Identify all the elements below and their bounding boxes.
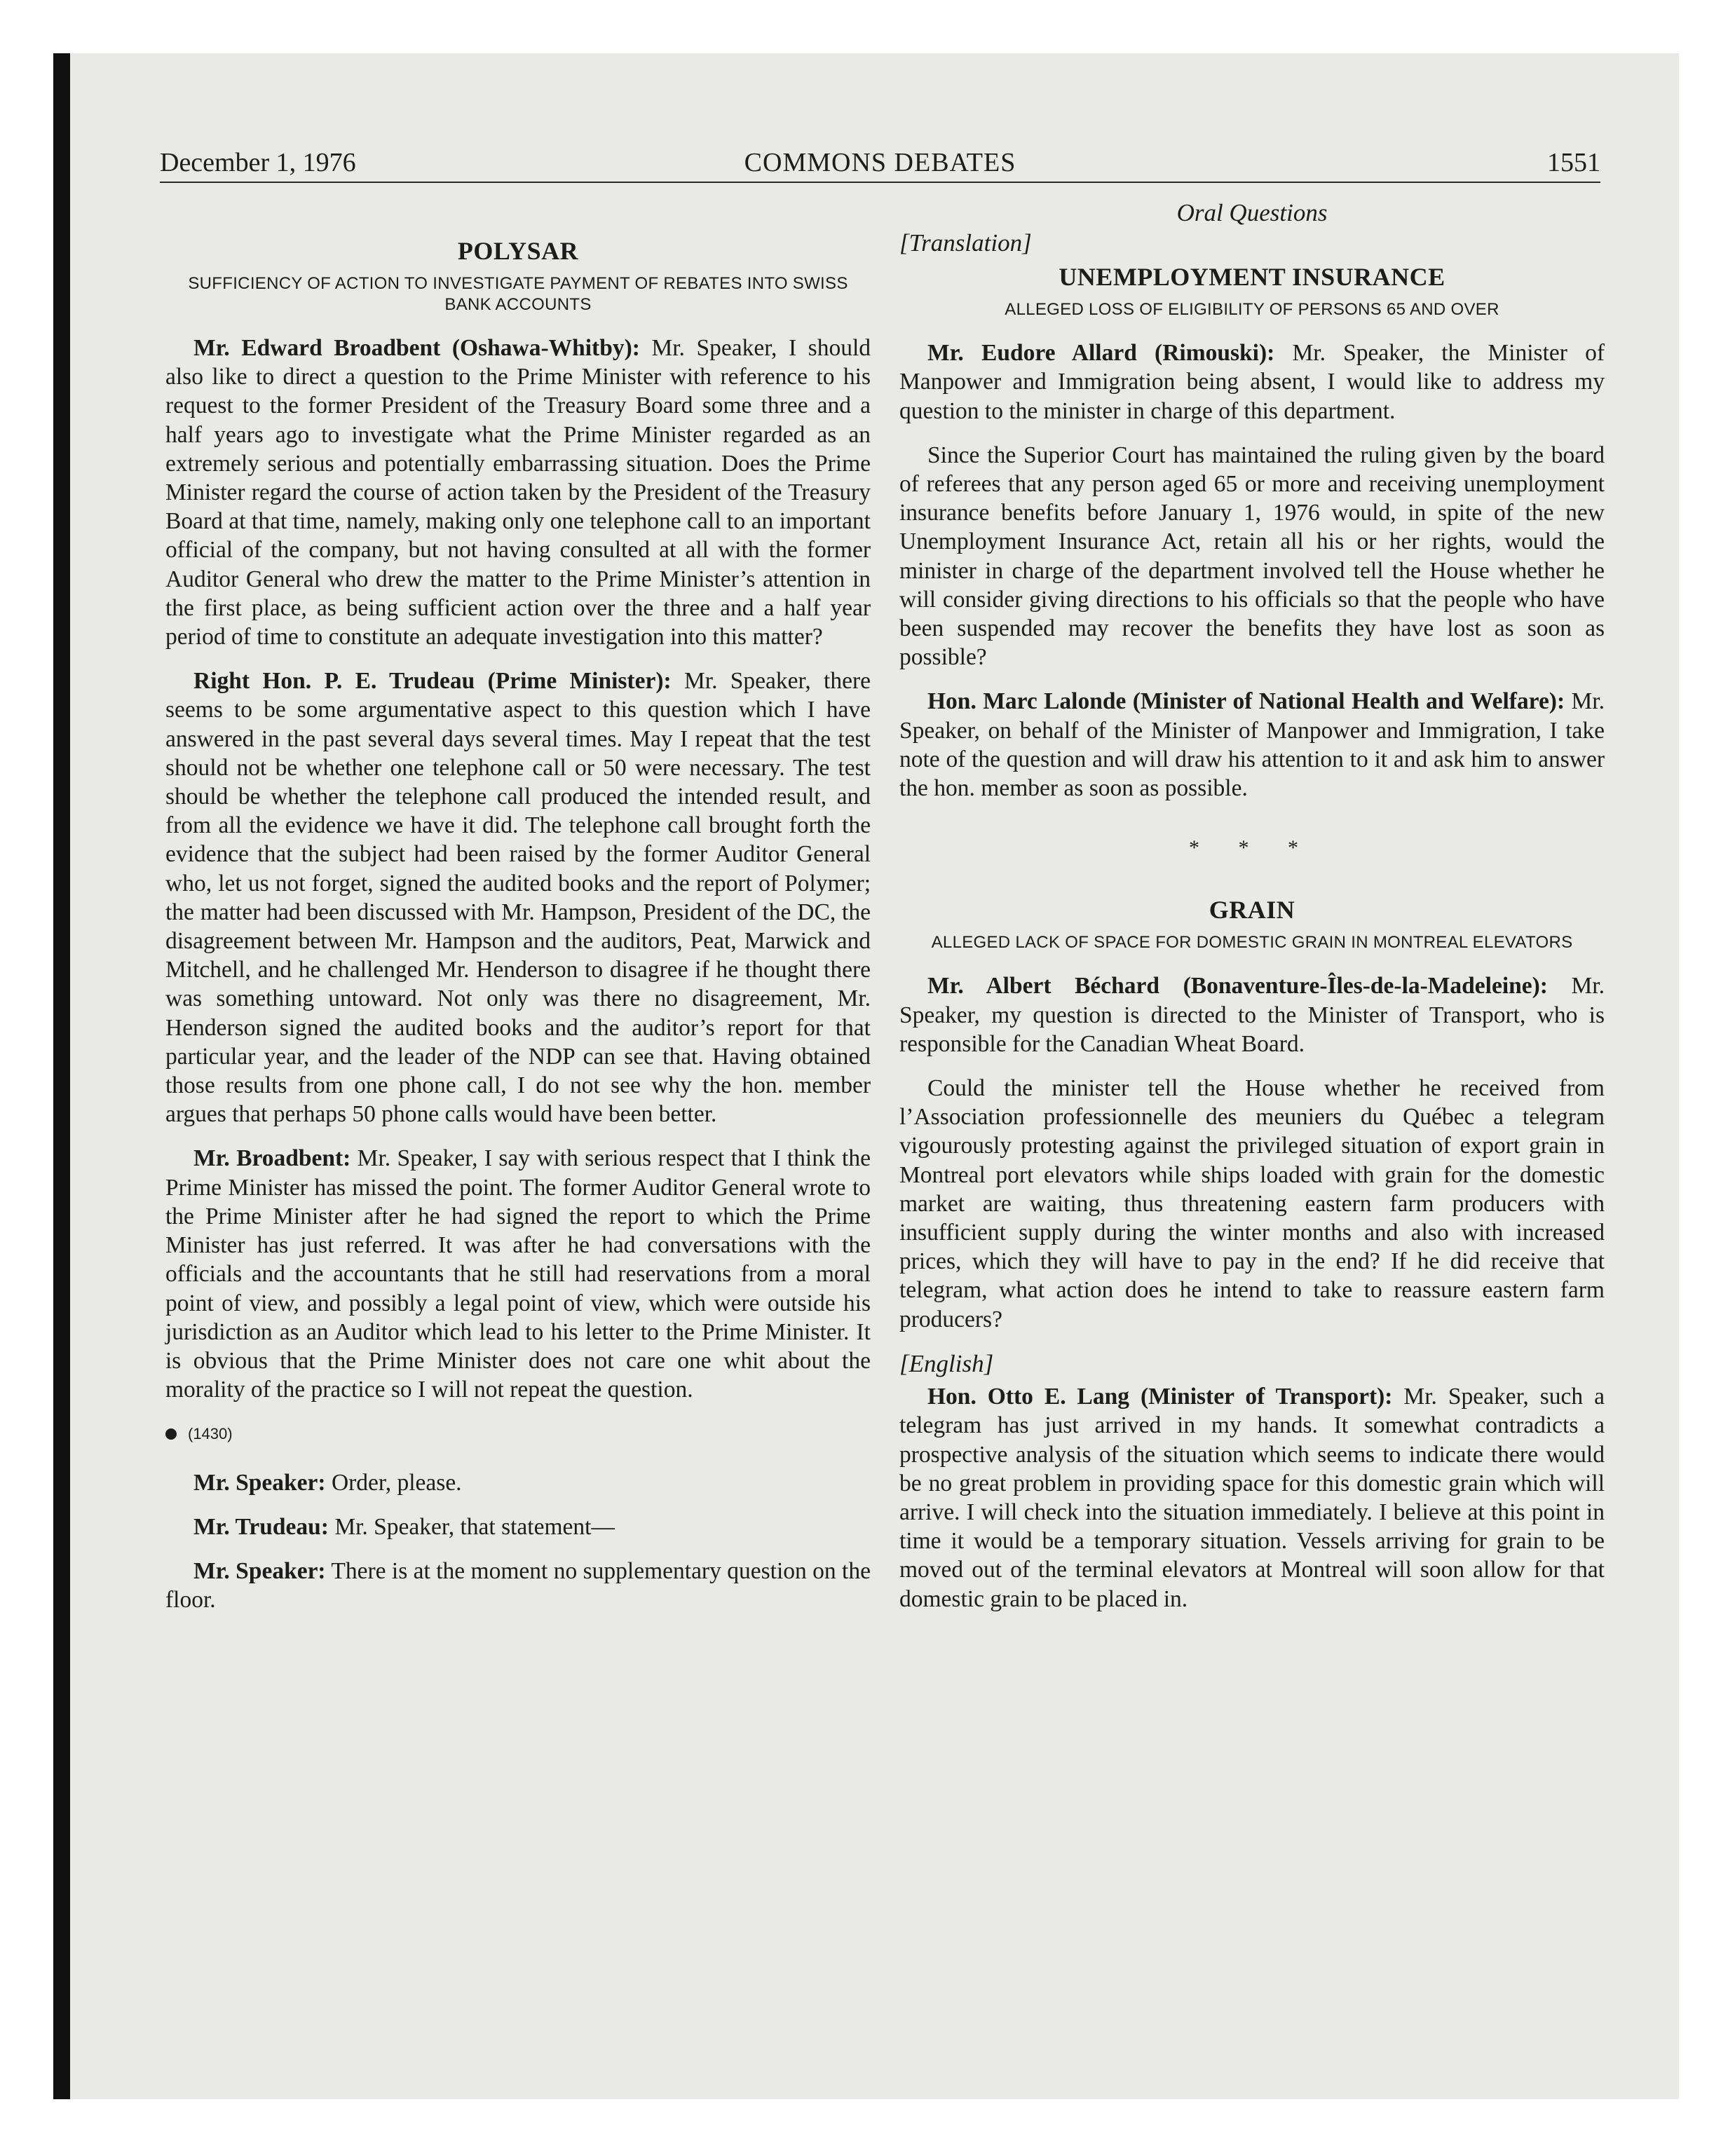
- page-header: [160, 144, 1600, 181]
- speech-text: Order, please.: [325, 1469, 462, 1496]
- speech-text: Mr. Speaker, that statement—: [328, 1513, 615, 1540]
- section-heading-grain: GRAIN: [1209, 896, 1295, 925]
- speaker-name: Mr. Albert Béchard (Bonaventure-Îles-de-la-Madeleine):: [927, 973, 1548, 999]
- header-title: COMMONS DEBATES: [744, 148, 1016, 177]
- paragraph-allard-question: [899, 339, 1605, 425]
- speaker-name: Hon. Marc Lalonde (Minister of National Health and Welfare):: [927, 688, 1565, 715]
- right-column: [899, 198, 1605, 1629]
- paragraph-trudeau-statement: [165, 1513, 871, 1541]
- paragraph-speaker-order: [165, 1468, 871, 1497]
- speech-text: Mr. Speaker, I should also like to direct a question to the Prime Minister with reference to his request to the former President of the Treasury Board some three and a half years ago to investigate what the Prime Minister regarded as an extremely serious and potentially embarrassing situation. Does the Prime Minister regard the course of action taken by the President of the Treasury Board at that time, namely, making only one telephone call to an important official of the company, but not having consulted at all with the former Auditor General who drew the matter to the Prime Minister’s attention in the first place, as being sufficient action over the three and a half year period of time to constitute an adequate investigation into this matter?: [165, 335, 871, 650]
- speaker-name: Mr. Edward Broadbent (Oshawa-Whitby):: [193, 335, 640, 361]
- section-subheading-polysar: SUFFICIENCY OF ACTION TO INVESTIGATE PAYMENT OF REBATES INTO SWISS BANK ACCOUNTS: [188, 274, 848, 314]
- paragraph-speaker-ruling: [165, 1557, 871, 1614]
- speaker-name: Mr. Trudeau:: [193, 1513, 329, 1540]
- section-separator: * * *: [1189, 836, 1315, 860]
- speech-text: There is at the moment no supplementary question on the floor.: [165, 1557, 871, 1613]
- time-marker: [165, 1419, 871, 1448]
- paragraph-allard-continued: Since the Superior Court has maintained the ruling given by the board of referees that any person aged 65 or more and receiving unemployment insurance benefits before January 1, 1976 would, in spite of the new Unemployment Insurance Act, retain all his or her rights, would the minister in charge of the department involved tell the House whether he will consider giving directions to his officials so that the people who have been suspended may recover the benefits they have lost as soon as possible?: [899, 442, 1605, 671]
- paragraph-lalonde-answer: [899, 687, 1605, 803]
- section-heading-unemployment: UNEMPLOYMENT INSURANCE: [1059, 263, 1445, 292]
- bullet-icon: [165, 1428, 177, 1440]
- paragraph-trudeau-answer: [165, 667, 871, 1128]
- speaker-name: Mr. Speaker:: [193, 1557, 326, 1584]
- speaker-name: Mr. Speaker:: [193, 1469, 326, 1496]
- speech-text: Mr. Speaker, there seems to be some argumentative aspect to this question which I have answered in the past several days several times. May I repeat that the test should not be whether one telephone call or 50 were necessary. The test should be whether the telephone call produced the intended result, and from all the evidence we have it did. The telephone call brought forth the evidence that the subject had been raised by the former Auditor General who, let us not forget, signed the audited books and the report of Polymer; the matter had been discussed with Mr. Hampson, President of the DC, the disagreement between Mr. Hampson and the auditors, Peat, Marwick and Mitchell, and he challenged Mr. Henderson to disagree if he thought there was something untoward. Not only was there no disagreement, Mr. Henderson signed the audited books and the auditor’s report for that particular year, and the leader of the NDP can see that. Having obtained those results from one phone call, I do not see why the hon. member argues that perhaps 50 phone calls would have been better.: [165, 668, 871, 1128]
- paragraph-broadbent-reply: [165, 1144, 871, 1404]
- section-subheading-unemployment: ALLEGED LOSS OF ELIGIBILITY OF PERSONS 65 AND OVER: [1005, 300, 1499, 320]
- paragraph-bechard-question: [899, 971, 1605, 1058]
- speech-text: Mr. Speaker, on behalf of the Minister of Manpower and Immigration, I take note of the question and will draw his attention to it and ask him to answer the hon. member as soon as possible.: [899, 688, 1605, 802]
- binding-edge: [53, 53, 70, 2099]
- speech-text: Mr. Speaker, the Minister of Manpower and Immigration being absent, I would like to address my question to the minister in charge of this department.: [899, 340, 1605, 424]
- speaker-name: Hon. Otto E. Lang (Minister of Transport):: [927, 1384, 1393, 1410]
- paragraph-lang-answer: [899, 1382, 1605, 1613]
- header-date: December 1, 1976: [160, 148, 356, 177]
- speaker-name: Right Hon. P. E. Trudeau (Prime Minister):: [193, 668, 672, 695]
- left-column: [165, 198, 871, 1630]
- paragraph-broadbent-question: [165, 334, 871, 651]
- running-head: Oral Questions: [1176, 199, 1328, 226]
- time-marker-text: (1430): [188, 1425, 233, 1443]
- paragraph-bechard-continued: Could the minister tell the House whether he received from l’Association professionnelle des meuniers du Québec a telegram vigourously protesting against the privileged situation of export grain in Montreal port elevators while ships loaded with grain for the domestic market are waiting, thus threatening eastern farm producers with insufficient supply during the winter months and also with increased prices, which they will have to pay in the end? If he did receive that telegram, what action does he intend to take to reassure eastern farm producers?: [899, 1075, 1605, 1332]
- section-heading-polysar: POLYSAR: [457, 237, 579, 265]
- section-subheading-grain: ALLEGED LACK OF SPACE FOR DOMESTIC GRAIN IN MONTREAL ELEVATORS: [931, 933, 1573, 953]
- speech-text: Mr. Speaker, my question is directed to the Minister of Transport, who is responsible for the Canadian Wheat Board.: [899, 973, 1605, 1057]
- speaker-name: Mr. Broadbent:: [193, 1145, 351, 1172]
- speech-text: Mr. Speaker, such a telegram has just arrived in my hands. It somewhat contradicts a prospective analysis of the situation which seems to indicate there would be no great problem in providing space for this domestic grain which will arrive. I will check into the situation immediately. I believe at this point in time it would be a temporary situation. Vessels arriving for grain to be moved out of the terminal elevators at Montreal will soon allow for that domestic grain to be placed in.: [899, 1384, 1605, 1612]
- header-page-number: 1551: [1547, 148, 1600, 177]
- translation-tag: [Translation]: [899, 229, 1032, 257]
- header-rule: [160, 182, 1600, 183]
- speech-text: Mr. Speaker, I say with serious respect that I think the Prime Minister has missed the point. The former Auditor General wrote to the Prime Minister after he had signed the report to which the Prime Minister has just referred. It was after he had conversations with the officials and the accountants that he still had reservations from a moral point of view, and possibly a legal point of view, which were outside his jurisdiction as an Auditor which lead to his letter to the Prime Minister. It is obvious that the Prime Minister does not care one whit about the morality of the practice so I will not repeat the question.: [165, 1145, 871, 1403]
- english-tag: [English]: [899, 1349, 994, 1377]
- speaker-name: Mr. Eudore Allard (Rimouski):: [927, 340, 1275, 367]
